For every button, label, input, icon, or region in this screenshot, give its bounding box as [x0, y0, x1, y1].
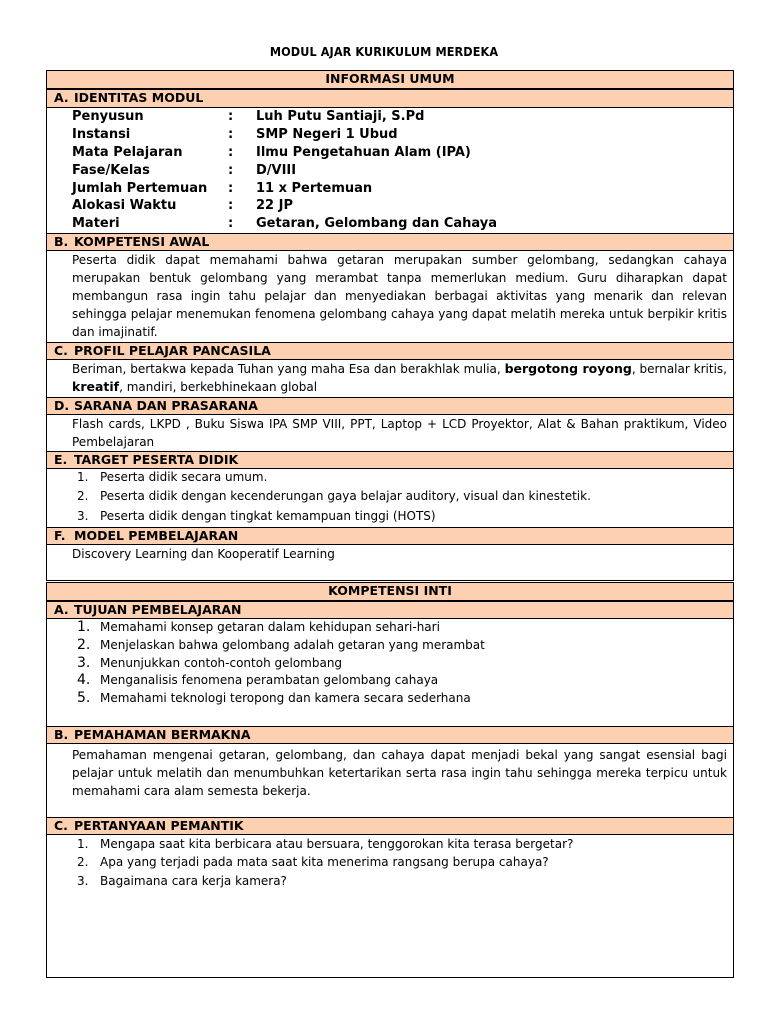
section-letter: A. [54, 602, 69, 617]
section-letter: C. [54, 343, 68, 358]
field-value: 22 JP [256, 198, 293, 213]
model-pembelajaran-header [47, 527, 733, 545]
profil-pelajar-body [47, 360, 733, 397]
pertanyaan-pemantik-header [47, 817, 733, 835]
field-value: Getaran, Gelombang dan Cahaya [256, 216, 498, 231]
section-heading: TUJUAN PEMBELAJARAN [74, 602, 242, 617]
list-number: 2. [77, 855, 89, 869]
list-number: 3. [77, 655, 91, 671]
document-title: MODUL AJAR KURIKULUM MERDEKA [269, 44, 499, 59]
field-colon: : [228, 145, 234, 160]
section-heading: PROFIL PELAJAR PANCASILA [74, 343, 271, 358]
profil-pelajar-text [72, 360, 727, 396]
sarana-prasarana-text: Flash cards, LKPD , Buku Siswa IPA SMP VIII, PPT, Laptop + LCD Proyektor, Alat & Bahan praktikum, Video Pembelajaran [72, 417, 727, 449]
field-colon: : [228, 181, 234, 196]
field-colon: : [228, 163, 234, 178]
section-heading: TARGET PESERTA DIDIK [74, 452, 239, 467]
field-value: D/VIII [256, 163, 297, 178]
field-label: Materi [72, 216, 120, 231]
field-label: Mata Pelajaran [72, 145, 183, 160]
pemahaman-bermakna-body [47, 744, 733, 817]
section-letter: B. [54, 727, 69, 742]
field-colon: : [228, 127, 234, 142]
section-letter: B. [54, 234, 69, 249]
informasi-umum-header [47, 71, 733, 89]
kompetensi-inti-header [47, 583, 733, 601]
identitas-modul-body [47, 108, 733, 233]
pemahaman-bermakna-text: Pemahaman mengenai getaran, gelombang, dan cahaya dapat menjadi bekal yang sangat esensial bagi pelajar untuk melatih dan menumbuhkan ketertarikan serta rasa ingin tahu sehingga mereka terpicu untuk memahami cara alam semesta bekerja. [72, 748, 727, 798]
section-heading: SARANA DAN PRASARANA [74, 398, 258, 413]
list-number: 1. [77, 837, 89, 851]
list-text: Mengapa saat kita berbicara atau bersuara, tenggorokan kita terasa bergetar? [100, 837, 574, 851]
list-text: Peserta didik dengan tingkat kemampuan tinggi (HOTS) [100, 509, 436, 523]
field-label: Penyusun [72, 109, 144, 124]
tujuan-pembelajaran-header [47, 601, 733, 619]
field-colon: : [228, 216, 234, 231]
field-label: Instansi [72, 127, 131, 142]
list-number: 3. [77, 874, 89, 888]
list-number: 3. [77, 509, 89, 523]
field-label: Fase/Kelas [72, 163, 150, 178]
list-number: 2. [77, 637, 91, 653]
field-label: Alokasi Waktu [72, 198, 177, 213]
kompetensi-awal-header [47, 233, 733, 251]
kompetensi-awal-body [47, 251, 733, 342]
list-number: 1. [77, 619, 91, 635]
list-number: 2. [77, 489, 89, 503]
section-letter: A. [54, 90, 69, 105]
list-text: Menjelaskan bahwa gelombang adalah getaran yang merambat [100, 638, 485, 652]
identitas-modul-header [47, 89, 733, 108]
field-colon: : [228, 109, 234, 124]
kompetensi-inti-title: KOMPETENSI INTI [328, 583, 452, 598]
profil-bold-kreatif: kreatif [72, 379, 120, 394]
section-heading: KOMPETENSI AWAL [74, 234, 210, 249]
list-number: 4. [77, 672, 91, 688]
list-text: Peserta didik secara umum. [100, 470, 268, 484]
list-text: Memahami konsep getaran dalam kehidupan sehari-hari [100, 620, 440, 634]
list-text: Bagaimana cara kerja kamera? [100, 874, 287, 888]
informasi-umum-title: INFORMASI UMUM [325, 71, 455, 86]
list-number: 5. [77, 690, 91, 706]
field-colon: : [228, 198, 234, 213]
target-peserta-body [47, 469, 733, 527]
field-value: 11 x Pertemuan [256, 181, 373, 196]
list-text: Menganalisis fenomena perambatan gelombang cahaya [100, 673, 439, 687]
section-letter: E. [54, 452, 68, 467]
list-text: Apa yang terjadi pada mata saat kita menerima rangsang berupa cahaya? [100, 855, 549, 869]
section-heading: PERTANYAAN PEMANTIK [74, 818, 244, 833]
field-value: SMP Negeri 1 Ubud [256, 127, 398, 142]
profil-text-part: , bernalar kritis, [631, 362, 727, 376]
profil-text-part: , mandiri, berkebhinekaan global [119, 380, 318, 394]
profil-bold-gotong-royong: bergotong royong [504, 361, 632, 376]
pertanyaan-pemantik-body [47, 835, 733, 977]
model-pembelajaran-text: Discovery Learning dan Kooperatif Learning [72, 547, 335, 561]
sarana-prasarana-body [47, 415, 733, 451]
section-heading: IDENTITAS MODUL [74, 90, 204, 105]
section-heading: PEMAHAMAN BERMAKNA [74, 727, 251, 742]
list-text: Menunjukkan contoh-contoh gelombang [100, 656, 343, 670]
field-value: Luh Putu Santiaji, S.Pd [256, 109, 425, 124]
kompetensi-inti-table [46, 582, 734, 978]
profil-text-part: Beriman, bertakwa kepada Tuhan yang maha Esa dan berakhlak mulia, [72, 362, 505, 376]
tujuan-pembelajaran-body [47, 619, 733, 726]
section-heading: MODEL PEMBELAJARAN [74, 528, 239, 543]
sarana-prasarana-header [47, 397, 733, 415]
section-letter: C. [54, 818, 68, 833]
informasi-umum-table [46, 70, 734, 581]
list-number: 1. [77, 470, 89, 484]
pemahaman-bermakna-header [47, 726, 733, 744]
list-text: Memahami teknologi teropong dan kamera secara sederhana [100, 691, 471, 705]
model-pembelajaran-body [47, 545, 733, 580]
field-value: Ilmu Pengetahuan Alam (IPA) [256, 145, 471, 160]
section-letter: F. [54, 528, 66, 543]
kompetensi-awal-text: Peserta didik dapat memahami bahwa getaran merupakan sumber gelombang, sedangkan cahaya merupakan bentuk gelombang yang merambat tanpa memerlukan medium. Guru diharapkan dapat membangun rasa ingin tahu pelajar dan menyediakan berbagai aktivitas yang menarik dan relevan sehingga pelajar menemukan fenomena gelombang cahaya yang dapat melatih mereka untuk berpikir kritis dan imajinatif. [72, 253, 727, 339]
target-peserta-header [47, 451, 733, 469]
list-text: Peserta didik dengan kecenderungan gaya belajar auditory, visual dan kinestetik. [100, 489, 591, 503]
section-letter: D. [54, 398, 70, 413]
profil-pelajar-header [47, 342, 733, 360]
field-label: Jumlah Pertemuan [72, 181, 208, 196]
